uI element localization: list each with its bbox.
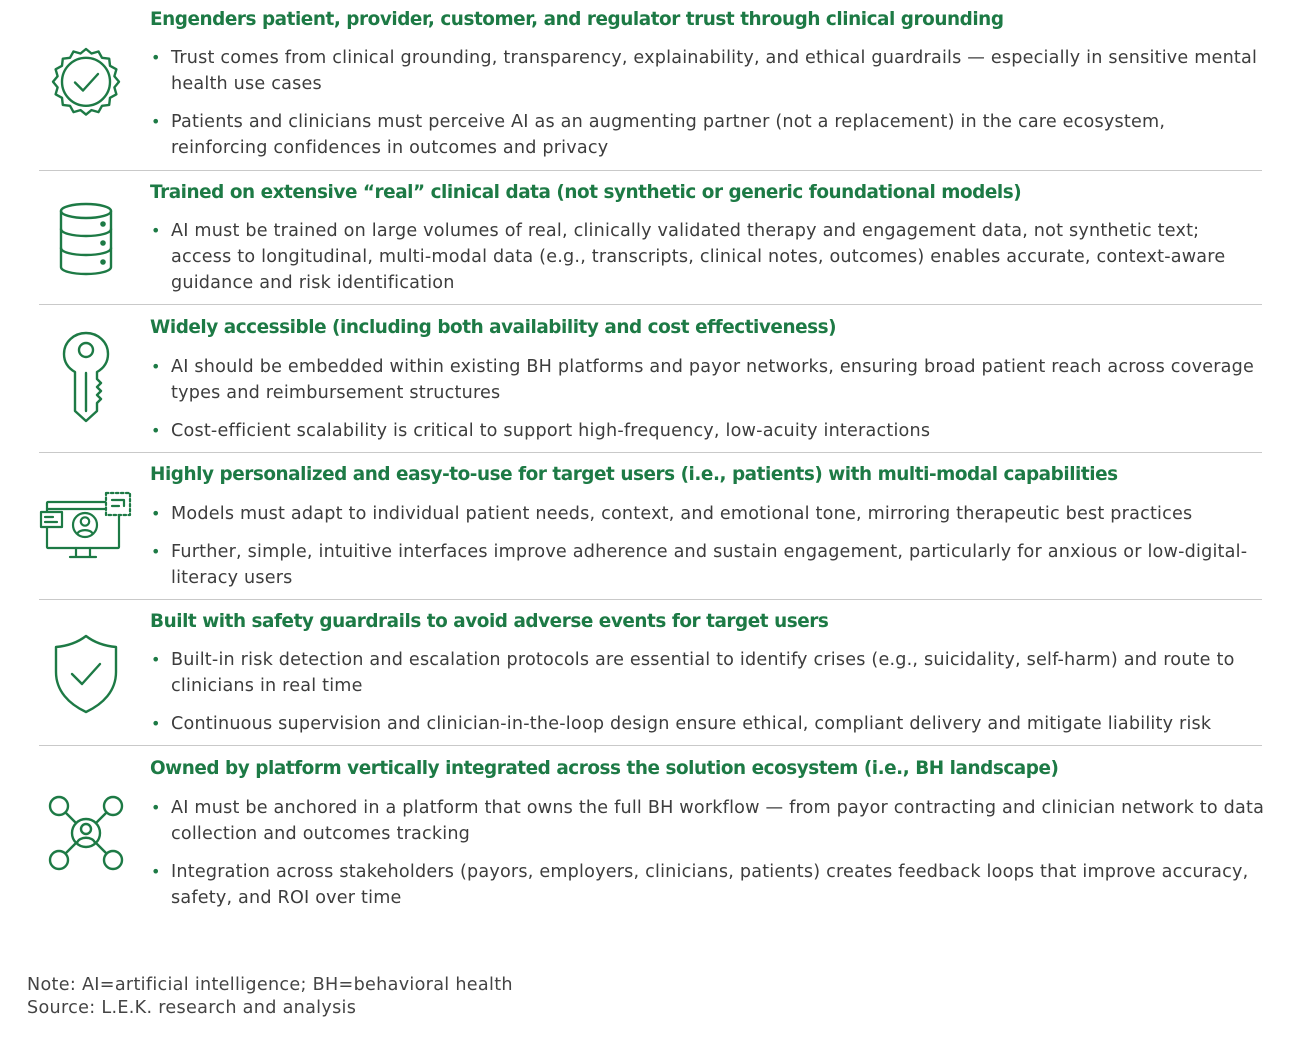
bullet-dot-icon: • — [151, 542, 161, 561]
bullet-dot-icon: • — [151, 504, 161, 523]
bullet-list — [150, 354, 1265, 444]
section-title: Owned by platform vertically integrated across the solution ecosystem (i.e., BH landscape) — [150, 758, 1059, 779]
section-divider — [39, 745, 1262, 746]
bullet-dot-icon: • — [151, 357, 161, 376]
database-icon — [40, 193, 132, 285]
bullet-list — [150, 795, 1265, 911]
bullet-list — [150, 501, 1265, 591]
badge-check-icon — [40, 36, 132, 128]
bullet-dot-icon: • — [151, 650, 161, 669]
section-title: Trained on extensive “real” clinical data (not synthetic or generic foundational models) — [150, 182, 1022, 203]
bullet-dot-icon: • — [151, 798, 161, 817]
section-divider — [39, 170, 1262, 171]
monitor-user-icon — [40, 481, 132, 573]
bullet-item: • AI should be embedded within existing BH platforms and payor networks, ensuring broad patient reach across coverage types and reimbursement structures — [150, 354, 1265, 406]
bullet-list — [150, 647, 1265, 737]
bullet-item: • Trust comes from clinical grounding, transparency, explainability, and ethical guardrails — especially in sensitive mental health use cases — [150, 45, 1265, 97]
bullet-list — [150, 45, 1265, 161]
bullet-dot-icon: • — [151, 48, 161, 67]
section-title: Built with safety guardrails to avoid adverse events for target users — [150, 611, 829, 632]
bullet-item: • AI must be anchored in a platform that owns the full BH workflow — from payor contracting and clinician network to data collection and outcomes tracking — [150, 795, 1265, 847]
bullet-dot-icon: • — [151, 112, 161, 131]
bullet-item: • Integration across stakeholders (payors, employers, clinicians, patients) creates feedback loops that improve accuracy, safety, and ROI over time — [150, 859, 1265, 911]
shield-check-icon — [40, 628, 132, 720]
section-title: Engenders patient, provider, customer, and regulator trust through clinical grounding — [150, 9, 1004, 30]
key-icon — [40, 332, 132, 424]
bullet-item: • AI must be trained on large volumes of real, clinically validated therapy and engagement data, not synthetic text; access to longitudinal, multi-modal data (e.g., transcripts, clinical notes, outcomes) enables accurate, context-aware guidance and risk identification — [150, 218, 1265, 296]
footnote-source: Source: L.E.K. research and analysis — [27, 998, 357, 1018]
bullet-item: • Models must adapt to individual patient needs, context, and emotional tone, mirroring therapeutic best practices — [150, 501, 1265, 527]
section-divider — [39, 452, 1262, 453]
bullet-item: • Built-in risk detection and escalation protocols are essential to identify crises (e.g., suicidality, self-harm) and route to clinicians in real time — [150, 647, 1265, 699]
bullet-dot-icon: • — [151, 221, 161, 240]
bullet-item: • Cost-efficient scalability is critical to support high-frequency, low-acuity interactions — [150, 418, 1265, 444]
section-divider — [39, 304, 1262, 305]
section-title: Highly personalized and easy-to-use for target users (i.e., patients) with multi-modal capabilities — [150, 464, 1118, 485]
bullet-item: • Continuous supervision and clinician-in-the-loop design ensure ethical, compliant delivery and mitigate liability risk — [150, 711, 1265, 737]
section-title: Widely accessible (including both availability and cost effectiveness) — [150, 317, 837, 338]
section-divider — [39, 599, 1262, 600]
bullet-item: • Patients and clinicians must perceive AI as an augmenting partner (not a replacement) in the care ecosystem, reinforcing confidences in outcomes and privacy — [150, 109, 1265, 161]
bullet-item: • Further, simple, intuitive interfaces improve adherence and sustain engagement, particularly for anxious or low-digital-literacy users — [150, 539, 1265, 591]
bullet-list — [150, 218, 1265, 296]
network-icon — [40, 787, 132, 879]
footnote-note: Note: AI=artificial intelligence; BH=behavioral health — [27, 975, 513, 995]
bullet-dot-icon: • — [151, 714, 161, 733]
bullet-dot-icon: • — [151, 421, 161, 440]
bullet-dot-icon: • — [151, 862, 161, 881]
